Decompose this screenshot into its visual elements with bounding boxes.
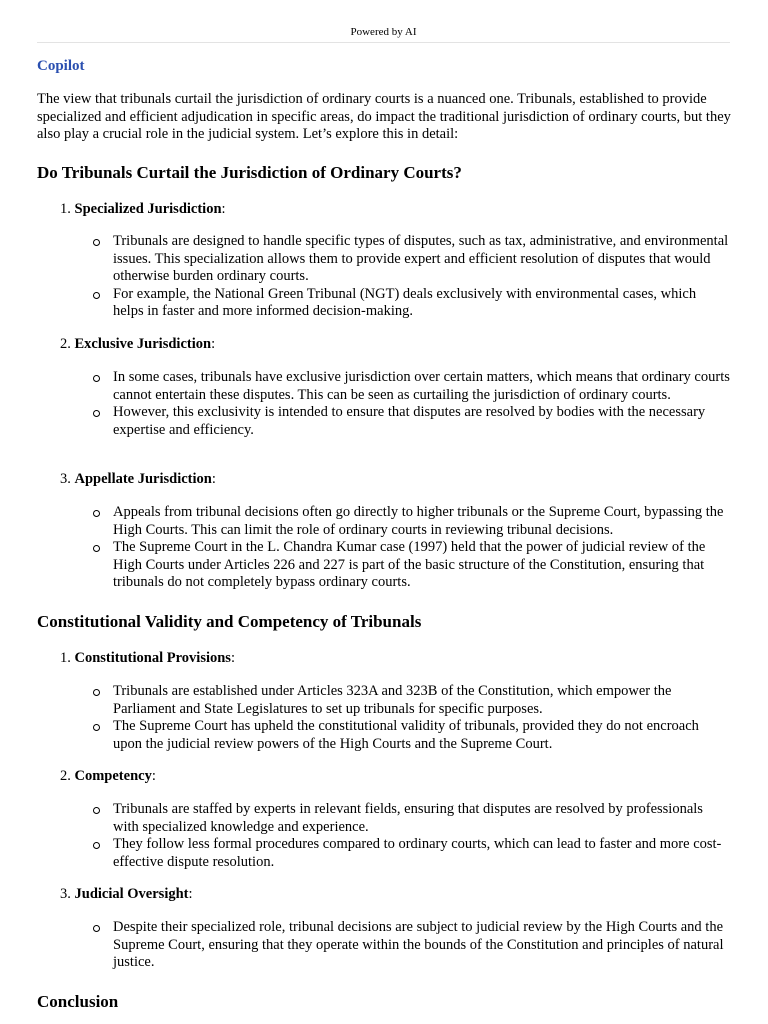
circle-bullet-icon <box>93 807 100 814</box>
circle-bullet-icon <box>93 292 100 299</box>
item-number: 3. <box>60 471 71 487</box>
sub-list <box>90 683 730 753</box>
list-item <box>90 504 730 539</box>
item-number: 1. <box>60 201 71 217</box>
circle-bullet-icon <box>93 842 100 849</box>
list-item <box>90 369 730 404</box>
circle-bullet-icon <box>93 375 100 382</box>
item-title: Specialized Jurisdiction <box>74 201 222 217</box>
item-number: 2. <box>60 336 71 352</box>
list-item <box>90 836 730 871</box>
list-item-text: The Supreme Court in the L. Chandra Kumar case (1997) held that the power of judicial review of the High Courts under Articles 226 and 227 is part of the basic structure of the Constitution, ensuring that tribunals do not completely bypass ordinary courts. <box>113 539 706 590</box>
list-item-text: For example, the National Green Tribunal (NGT) deals exclusively with environmental cases, which helps in faster and more informed decision-making. <box>113 285 697 319</box>
list-item <box>90 801 730 836</box>
list-item <box>90 718 730 753</box>
item-title: Competency <box>74 768 152 784</box>
numbered-item-exclusive-jurisdiction: 2. Exclusive Jurisdiction: <box>60 336 216 352</box>
numbered-item-specialized-jurisdiction: 1. Specialized Jurisdiction: <box>60 201 226 217</box>
list-item <box>90 919 730 972</box>
list-item-text: Tribunals are staffed by experts in relevant fields, ensuring that disputes are resolved by professionals with specialized knowledge and experience. <box>113 801 703 835</box>
sub-list <box>90 919 730 972</box>
list-item-text: The Supreme Court has upheld the constitutional validity of tribunals, provided they do not encroach upon the judicial review powers of the High Courts and the Supreme Court. <box>113 718 699 752</box>
circle-bullet-icon <box>93 510 100 517</box>
list-item <box>90 404 730 439</box>
sub-list <box>90 233 730 321</box>
list-item-text: However, this exclusivity is intended to ensure that disputes are resolved by bodies with the necessary expertise and efficiency. <box>113 404 706 438</box>
list-item <box>90 286 730 321</box>
sub-list <box>90 801 730 871</box>
numbered-item-constitutional-provisions: 1. Constitutional Provisions: <box>60 650 235 666</box>
list-item <box>90 683 730 718</box>
list-item <box>90 233 730 286</box>
intro-paragraph: The view that tribunals curtail the jurisdiction of ordinary courts is a nuanced one. Tribunals, established to provide specialized and efficient adjudication in specific areas, do impact the traditional jurisdiction of ordinary courts, but they also play a crucial role in the judicial system. Let’s explore this in detail: <box>37 91 731 142</box>
list-item-text: Appeals from tribunal decisions often go directly to higher tribunals or the Supreme Court, bypassing the High Courts. This can limit the role of ordinary courts in reviewing tribunal decisions. <box>113 504 724 538</box>
numbered-item-competency: 2. Competency: <box>60 768 156 784</box>
list-item-text: They follow less formal procedures compared to ordinary courts, which can lead to faster and more cost-effective dispute resolution. <box>113 836 722 870</box>
numbered-item-judicial-oversight: 3. Judicial Oversight: <box>60 886 193 902</box>
item-title: Judicial Oversight <box>74 886 189 902</box>
item-title: Exclusive Jurisdiction <box>74 336 212 352</box>
list-item <box>90 539 730 592</box>
circle-bullet-icon <box>93 724 100 731</box>
circle-bullet-icon <box>93 925 100 932</box>
section-heading-tribunals-curtail: Do Tribunals Curtail the Jurisdiction of Ordinary Courts? <box>37 163 462 182</box>
numbered-item-appellate-jurisdiction: 3. Appellate Jurisdiction: <box>60 471 216 487</box>
item-title: Constitutional Provisions <box>74 650 231 666</box>
circle-bullet-icon <box>93 410 100 417</box>
item-number: 2. <box>60 768 71 784</box>
section-heading-constitutional-validity: Constitutional Validity and Competency of Tribunals <box>37 612 422 631</box>
powered-by-banner: Powered by AI <box>37 22 730 43</box>
circle-bullet-icon <box>93 545 100 552</box>
sub-list <box>90 504 730 592</box>
circle-bullet-icon <box>93 689 100 696</box>
list-item-text: Despite their specialized role, tribunal decisions are subject to judicial review by the High Courts and the Supreme Court, ensuring that they operate within the bounds of the Constitution and principles of natural justice. <box>113 919 724 970</box>
copilot-label: Copilot <box>37 58 85 74</box>
list-item-text: Tribunals are designed to handle specific types of disputes, such as tax, administrative, and environmental issues. This specialization allows them to provide expert and efficient resolution of disputes that would otherwise burden ordinary courts. <box>113 233 729 284</box>
item-number: 3. <box>60 886 71 902</box>
list-item-text: Tribunals are established under Articles 323A and 323B of the Constitution, which empower the Parliament and State Legislatures to set up tribunals for specific purposes. <box>113 683 672 717</box>
item-number: 1. <box>60 650 71 666</box>
sub-list <box>90 369 730 439</box>
list-item-text: In some cases, tribunals have exclusive jurisdiction over certain matters, which means that ordinary courts cannot entertain these disputes. This can be seen as curtailing the jurisdiction of ordinary courts. <box>113 369 730 403</box>
section-heading-conclusion: Conclusion <box>37 992 119 1011</box>
circle-bullet-icon <box>93 239 100 246</box>
item-title: Appellate Jurisdiction <box>74 471 212 487</box>
